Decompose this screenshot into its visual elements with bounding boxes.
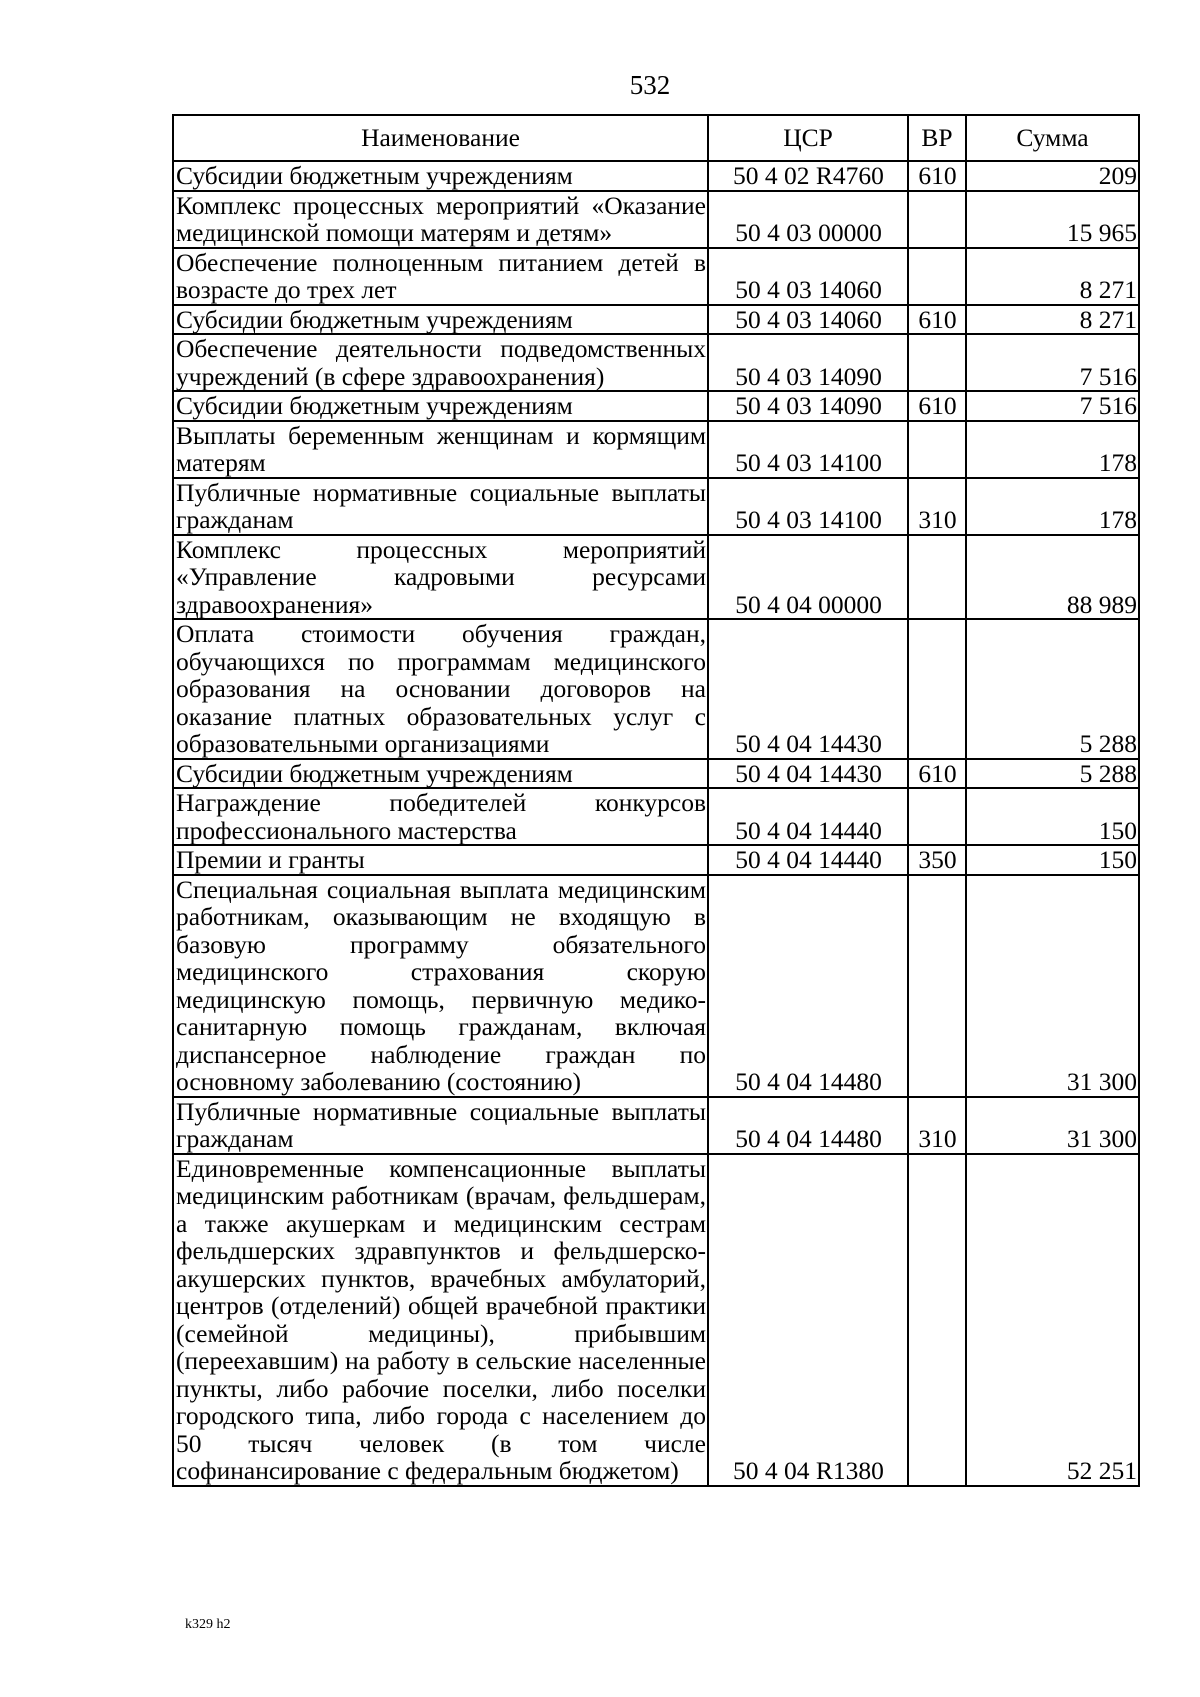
cell-name: Субсидии бюджетным учреждениям xyxy=(173,161,708,191)
cell-vr xyxy=(908,1154,966,1486)
table-header-row xyxy=(173,115,1139,161)
cell-vr: 350 xyxy=(908,845,966,875)
cell-name: Обеспечение деятельности подведомственных учреждений (в сфере здравоохранения) xyxy=(173,334,708,391)
cell-vr xyxy=(908,248,966,305)
cell-csr: 50 4 02 R4760 xyxy=(708,161,908,191)
cell-csr: 50 4 03 14060 xyxy=(708,248,908,305)
cell-name: Публичные нормативные социальные выплаты гражданам xyxy=(173,478,708,535)
table-row xyxy=(173,421,1139,478)
cell-csr: 50 4 03 14100 xyxy=(708,478,908,535)
cell-csr: 50 4 03 14090 xyxy=(708,334,908,391)
cell-vr: 610 xyxy=(908,161,966,191)
cell-csr: 50 4 04 14480 xyxy=(708,875,908,1097)
cell-csr: 50 4 03 14090 xyxy=(708,391,908,421)
cell-sum: 150 xyxy=(966,845,1139,875)
cell-csr: 50 4 04 14440 xyxy=(708,845,908,875)
cell-sum: 209 xyxy=(966,161,1139,191)
page-number: 532 xyxy=(629,70,671,100)
cell-sum: 31 300 xyxy=(966,1097,1139,1154)
cell-sum: 52 251 xyxy=(966,1154,1139,1486)
cell-vr: 610 xyxy=(908,759,966,789)
table-row xyxy=(173,478,1139,535)
cell-vr xyxy=(908,421,966,478)
cell-csr: 50 4 03 14060 xyxy=(708,305,908,335)
cell-vr xyxy=(908,191,966,248)
cell-sum: 150 xyxy=(966,788,1139,845)
cell-name: Субсидии бюджетным учреждениям xyxy=(173,305,708,335)
cell-vr: 310 xyxy=(908,478,966,535)
table-row xyxy=(173,535,1139,620)
table-row xyxy=(173,161,1139,191)
cell-sum: 7 516 xyxy=(966,334,1139,391)
cell-vr xyxy=(908,535,966,620)
table-row xyxy=(173,1154,1139,1486)
header-sum: Сумма xyxy=(966,115,1139,161)
table-row xyxy=(173,759,1139,789)
cell-sum: 15 965 xyxy=(966,191,1139,248)
cell-vr: 610 xyxy=(908,391,966,421)
cell-sum: 7 516 xyxy=(966,391,1139,421)
table-row xyxy=(173,191,1139,248)
cell-sum: 5 288 xyxy=(966,619,1139,759)
table-row xyxy=(173,845,1139,875)
cell-name: Комплекс процессных мероприятий «Управление кадровыми ресурсами здравоохранения» xyxy=(173,535,708,620)
table-row xyxy=(173,391,1139,421)
cell-vr xyxy=(908,788,966,845)
cell-csr: 50 4 04 R1380 xyxy=(708,1154,908,1486)
cell-sum: 31 300 xyxy=(966,875,1139,1097)
cell-vr xyxy=(908,334,966,391)
cell-sum: 88 989 xyxy=(966,535,1139,620)
cell-name: Выплаты беременным женщинам и кормящим матерям xyxy=(173,421,708,478)
footer-code: k329 h2 xyxy=(185,1617,231,1632)
header-csr: ЦСР xyxy=(708,115,908,161)
cell-name: Награждение победителей конкурсов профессионального мастерства xyxy=(173,788,708,845)
cell-sum: 5 288 xyxy=(966,759,1139,789)
cell-name: Субсидии бюджетным учреждениям xyxy=(173,759,708,789)
table-row xyxy=(173,305,1139,335)
table-row xyxy=(173,1097,1139,1154)
table-row xyxy=(173,334,1139,391)
cell-name: Публичные нормативные социальные выплаты гражданам xyxy=(173,1097,708,1154)
cell-vr: 610 xyxy=(908,305,966,335)
cell-name: Субсидии бюджетным учреждениям xyxy=(173,391,708,421)
table-row xyxy=(173,619,1139,759)
table-row xyxy=(173,788,1139,845)
cell-sum: 178 xyxy=(966,478,1139,535)
cell-vr xyxy=(908,875,966,1097)
cell-name: Комплекс процессных мероприятий «Оказание медицинской помощи матерям и детям» xyxy=(173,191,708,248)
cell-vr: 310 xyxy=(908,1097,966,1154)
cell-name: Единовременные компенсационные выплаты медицинским работникам (врачам, фельдшерам, а также акушеркам и медицинским сестрам фельдшерских здравпунктов и фельдшерско-акушерских пунктов, врачебных амбулаторий, центров (отделений) общей врачебной практики (семейной медицины), прибывшим (переехавшим) на работу в сельские населенные пункты, либо рабочие поселки, либо поселки городского типа, либо города с населением до 50 тысяч человек (в том числе софинансирование с федеральным бюджетом) xyxy=(173,1154,708,1486)
header-vr: ВР xyxy=(908,115,966,161)
cell-csr: 50 4 04 14430 xyxy=(708,619,908,759)
cell-csr: 50 4 04 14480 xyxy=(708,1097,908,1154)
cell-vr xyxy=(908,619,966,759)
cell-sum: 8 271 xyxy=(966,305,1139,335)
budget-table xyxy=(172,114,1140,1487)
cell-csr: 50 4 04 14430 xyxy=(708,759,908,789)
cell-name: Обеспечение полноценным питанием детей в возрасте до трех лет xyxy=(173,248,708,305)
cell-csr: 50 4 04 14440 xyxy=(708,788,908,845)
cell-sum: 8 271 xyxy=(966,248,1139,305)
cell-csr: 50 4 04 00000 xyxy=(708,535,908,620)
header-name: Наименование xyxy=(173,115,708,161)
table-row xyxy=(173,248,1139,305)
cell-name: Специальная социальная выплата медицинским работникам, оказывающим не входящую в базовую программу обязательного медицинского страхования скорую медицинскую помощь, первичную медико-санитарную помощь гражданам, включая диспансерное наблюдение граждан по основному заболеванию (состоянию) xyxy=(173,875,708,1097)
cell-sum: 178 xyxy=(966,421,1139,478)
cell-csr: 50 4 03 14100 xyxy=(708,421,908,478)
cell-csr: 50 4 03 00000 xyxy=(708,191,908,248)
cell-name: Премии и гранты xyxy=(173,845,708,875)
cell-name: Оплата стоимости обучения граждан, обучающихся по программам медицинского образования на основании договоров на оказание платных образовательных услуг с образовательными организациями xyxy=(173,619,708,759)
table-row xyxy=(173,875,1139,1097)
